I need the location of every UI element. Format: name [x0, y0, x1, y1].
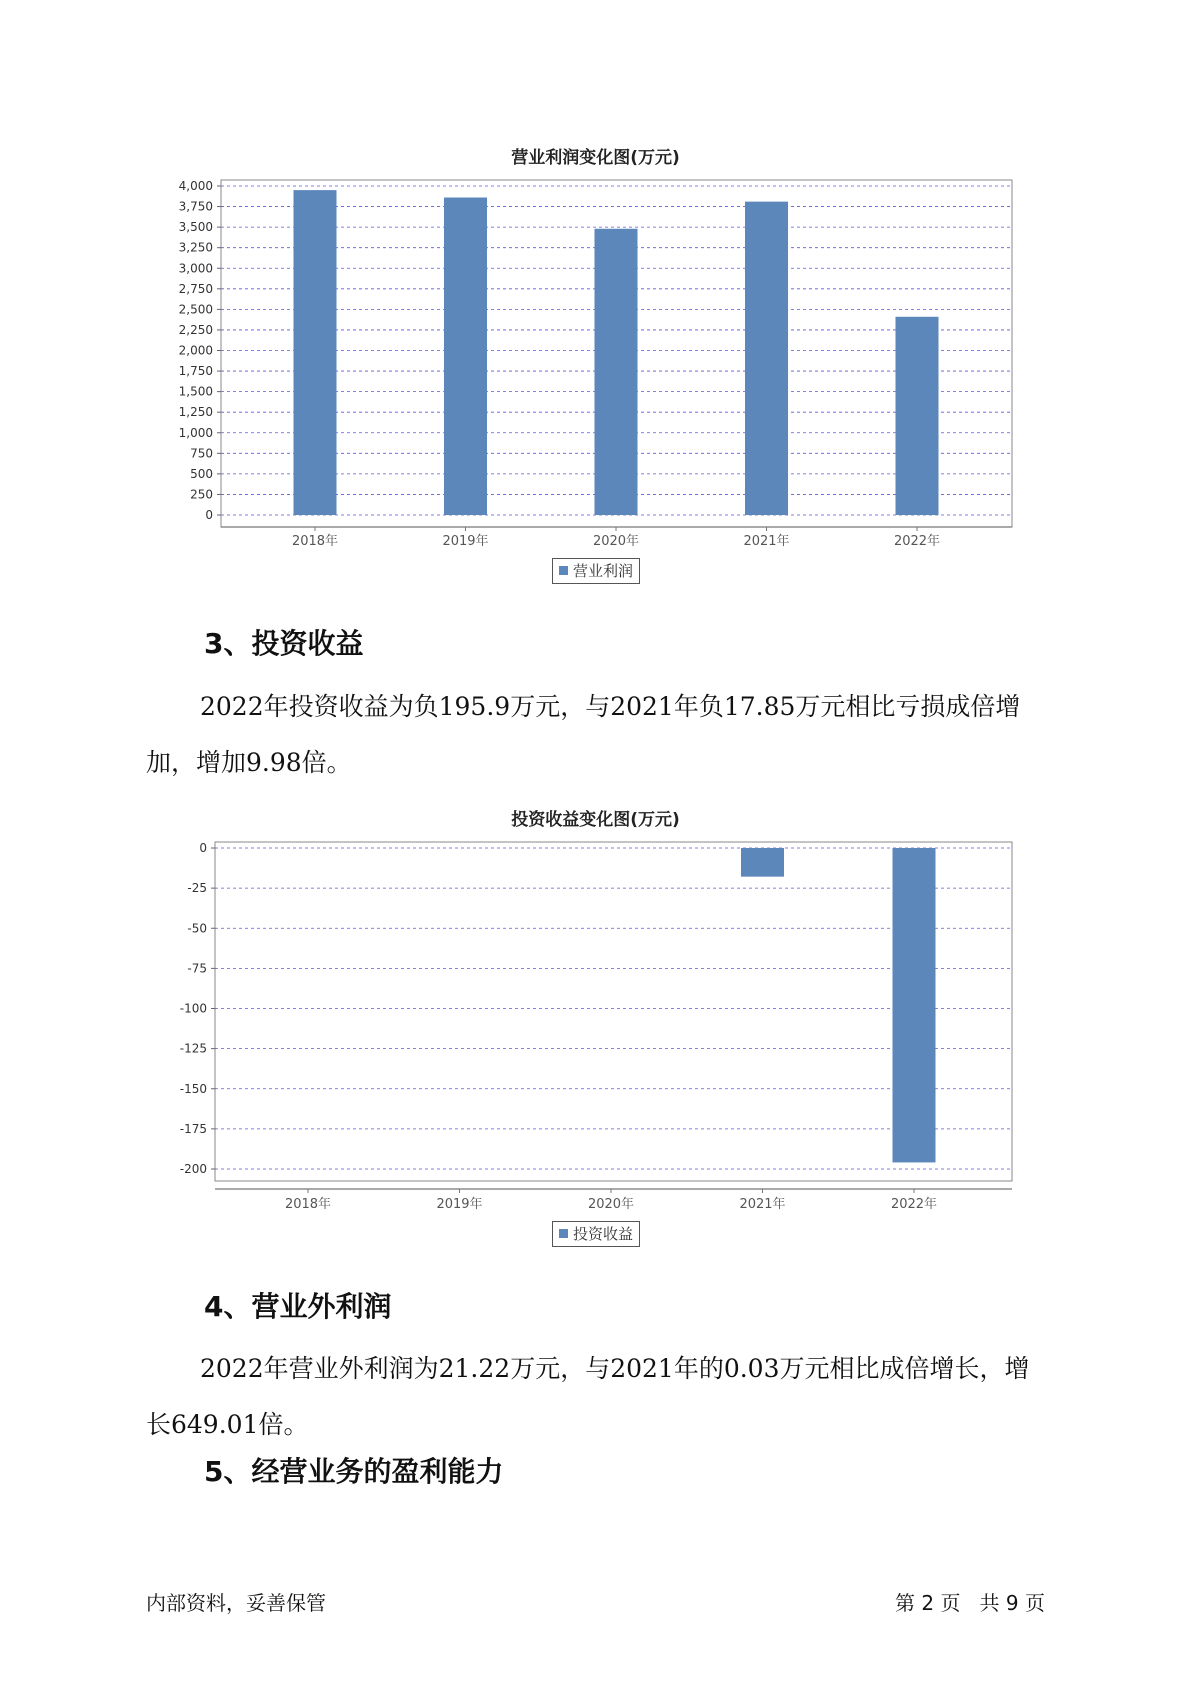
y-tick-label: 750 [190, 446, 213, 461]
y-tick-label: -175 [179, 1121, 207, 1136]
operating-profit-chart-title: 营业利润变化图(万元) [511, 148, 680, 168]
investment-income-chart-title: 投资收益变化图(万元) [511, 810, 680, 830]
y-tick-label: 0 [199, 841, 207, 855]
footer-page-number: 第 2 页 共 9 页 [895, 1591, 1045, 1615]
footer-confidential: 内部资料，妥善保管 [146, 1591, 326, 1615]
x-tick-label: 2019年 [436, 1197, 483, 1212]
x-tick-label: 2020年 [587, 1197, 635, 1212]
y-tick-label: 3,750 [178, 199, 213, 214]
investment-income-legend [552, 1221, 640, 1247]
y-tick-label: 1,500 [178, 384, 213, 399]
y-tick-label: -100 [179, 1001, 207, 1016]
y-tick-label: -50 [187, 921, 207, 936]
non-operating-paragraph [146, 1341, 1046, 1453]
investment-paragraph-text: 2022年投资收益为负195.9万元，与2021年负17.85万元相比亏损成倍增加，增加9.98倍。 [146, 692, 1021, 777]
investment-income-legend-label: 投资收益 [573, 1225, 634, 1243]
y-tick-label: -150 [179, 1081, 207, 1096]
y-tick-label: -200 [179, 1162, 207, 1176]
y-tick-label: 1,750 [178, 364, 213, 379]
y-tick-label: 3,000 [178, 261, 213, 276]
x-tick-label: 2021年 [739, 1197, 786, 1212]
x-tick-label: 2018年 [284, 1197, 332, 1212]
x-tick-label: 2022年 [893, 534, 941, 549]
y-tick-label: -25 [187, 881, 207, 896]
core-profitability-heading: 5、经营业务的盈利能力 [204, 1455, 504, 1488]
legend-swatch [559, 1229, 568, 1238]
y-tick-label: 2,750 [178, 281, 213, 296]
x-tick-label: 2021年 [743, 534, 790, 549]
bar [741, 848, 784, 877]
y-tick-label: 3,250 [178, 240, 213, 255]
y-tick-label: 500 [190, 466, 213, 481]
y-tick-label: 3,500 [178, 220, 213, 235]
x-tick-label: 2018年 [291, 534, 339, 549]
y-tick-label: -75 [187, 961, 207, 976]
y-tick-label: 2,250 [178, 322, 213, 337]
y-tick-label: 1,250 [178, 405, 213, 420]
bar [893, 848, 936, 1162]
y-tick-label: 1,000 [178, 425, 213, 440]
y-tick-label: 2,500 [178, 302, 213, 317]
y-tick-label: 4,000 [178, 179, 213, 193]
y-tick-label: 250 [190, 487, 213, 502]
x-tick-label: 2019年 [442, 534, 489, 549]
x-tick-label: 2020年 [592, 534, 640, 549]
non-operating-heading: 4、营业外利润 [204, 1290, 392, 1323]
operating-profit-legend-label: 营业利润 [573, 562, 634, 580]
y-tick-label: -125 [179, 1041, 207, 1056]
plot-frame [215, 842, 1012, 1181]
x-tick-label: 2022年 [890, 1197, 938, 1212]
investment-heading: 3、投资收益 [204, 627, 364, 660]
y-tick-label: 0 [205, 508, 213, 522]
non-operating-paragraph-text: 2022年营业外利润为21.22万元，与2021年的0.03万元相比成倍增长，增长649.01倍。 [146, 1354, 1030, 1439]
y-tick-label: 2,000 [178, 343, 213, 358]
